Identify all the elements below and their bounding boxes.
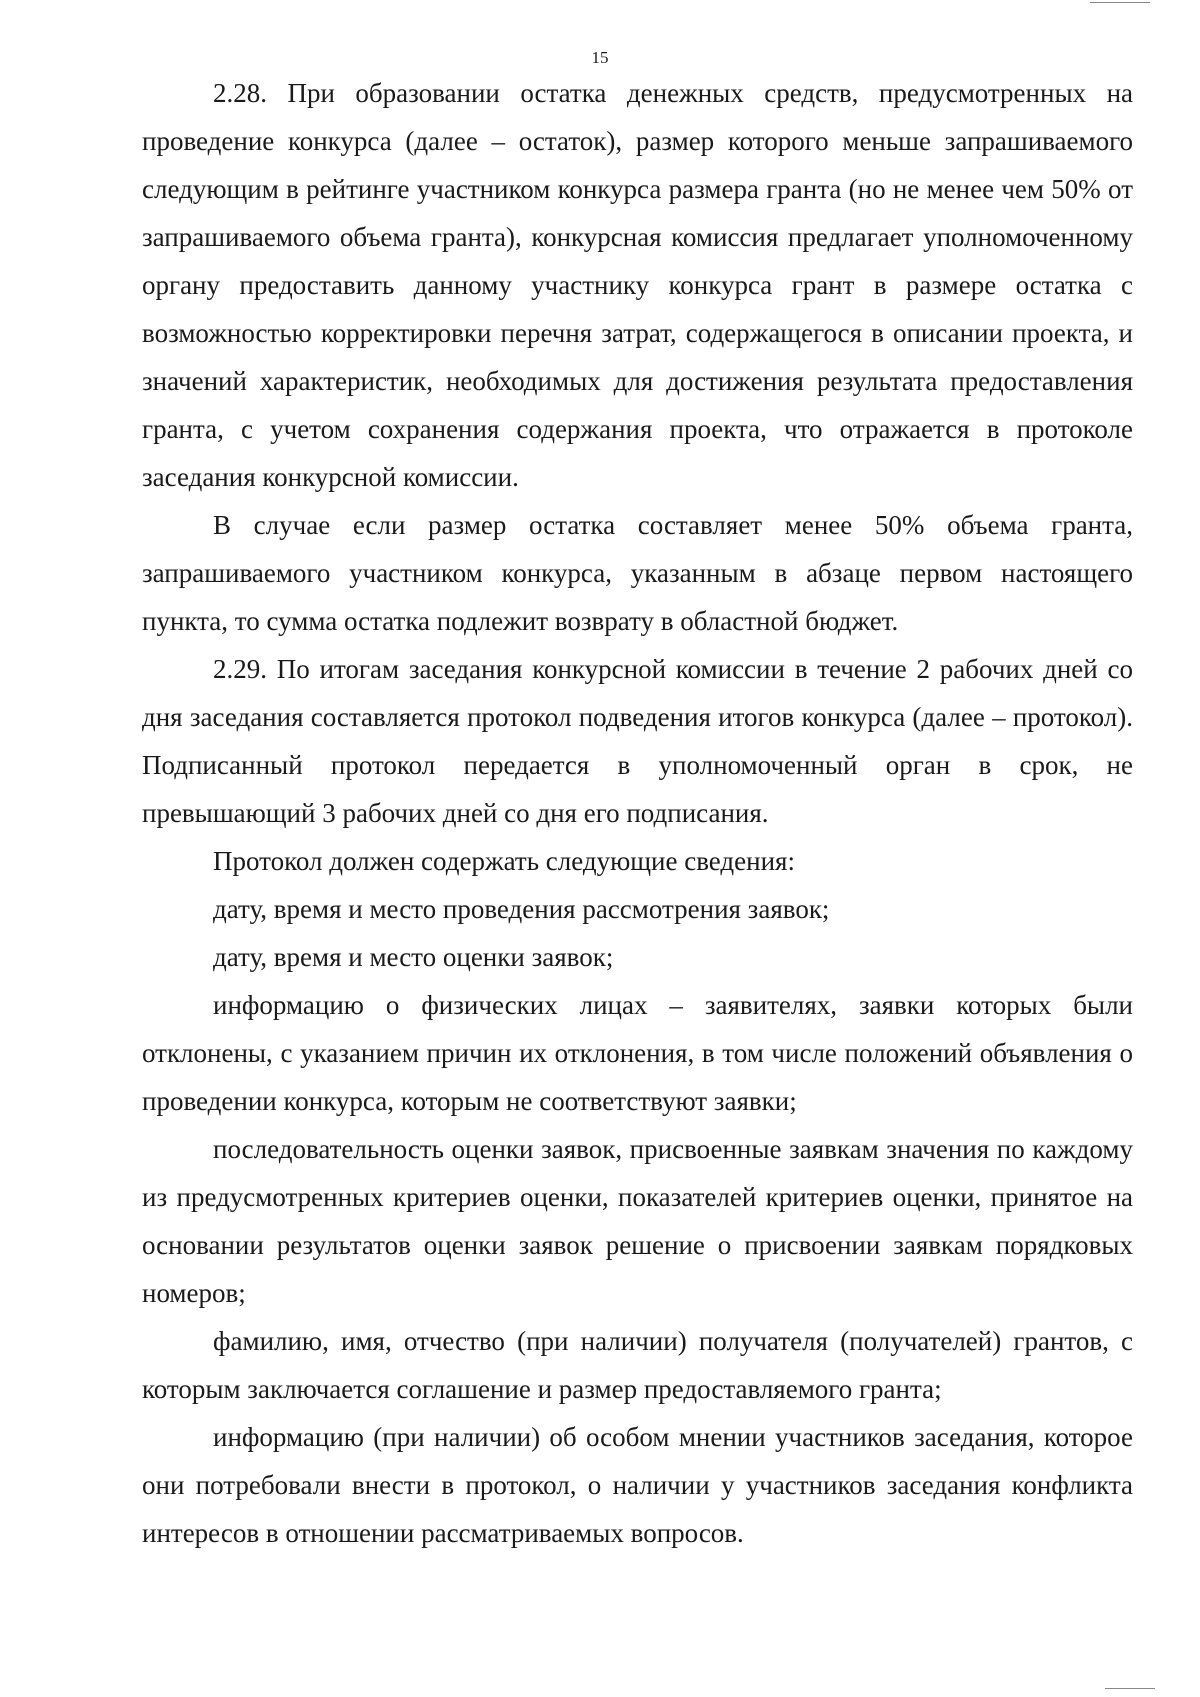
scan-artifact-bottom [1105,1688,1155,1689]
protocol-item-special-opinion: информацию (при наличии) об особом мнении участников заседания, которое они потребовали внести в протокол, о наличии у участников заседания конфликта интересов в отношении рассматриваемых вопросов. [142,1422,1133,1548]
paragraph-2-29: 2.29. По итогам заседания конкурсной комиссии в течение 2 рабочих дней со дня заседания составляется протокол подведения итогов конкурса (далее – протокол). Подписанный протокол передается в уполномоченный орган в срок, не превышающий 3 рабочих дней со дня его подписания. [142,654,1133,828]
scan-artifact-top [1090,2,1150,3]
protocol-item-grant-recipients: фамилию, имя, отчество (при наличии) получателя (получателей) грантов, с которым заключается соглашение и размер предоставляемого гранта; [142,1326,1133,1404]
page-number: 15 [591,48,609,67]
paragraph-remainder-return: В случае если размер остатка составляет менее 50% объема гранта, запрашиваемого участником конкурса, указанным в абзаце первом настоящего пункта, то сумма остатка подлежит возврату в областной бюджет. [142,510,1133,636]
protocol-item-evaluation-order: последовательность оценки заявок, присвоенные заявкам значения по каждому из предусмотренных критериев оценки, показателей критериев оценки, принятое на основании результатов оценки заявок решение о присвоении заявкам порядковых номеров; [142,1134,1133,1308]
document-body [142,69,1133,1557]
protocol-item-rejected-applicants: информацию о физических лицах – заявителях, заявки которых были отклонены, с указанием причин их отклонения, в том числе положений объявления о проведении конкурса, которым не соответствуют заявки; [142,990,1133,1116]
protocol-item-review-date: дату, время и место проведения рассмотрения заявок; [213,894,830,924]
protocol-item-evaluation-date: дату, время и место оценки заявок; [213,942,614,972]
paragraph-protocol-intro: Протокол должен содержать следующие сведения: [213,846,795,876]
paragraph-2-28: 2.28. При образовании остатка денежных средств, предусмотренных на проведение конкурса (далее – остаток), размер которого меньше запрашиваемого следующим в рейтинге участником конкурса размера гранта (но не менее чем 50% от запрашиваемого объема гранта), конкурсная комиссия предлагает уполномоченному органу предоставить данному участнику конкурса грант в размере остатка с возможностью корректировки перечня затрат, содержащегося в описании проекта, и значений характеристик, необходимых для достижения результата предоставления гранта, с учетом сохранения содержания проекта, что отражается в протоколе заседания конкурсной комиссии. [142,78,1133,492]
